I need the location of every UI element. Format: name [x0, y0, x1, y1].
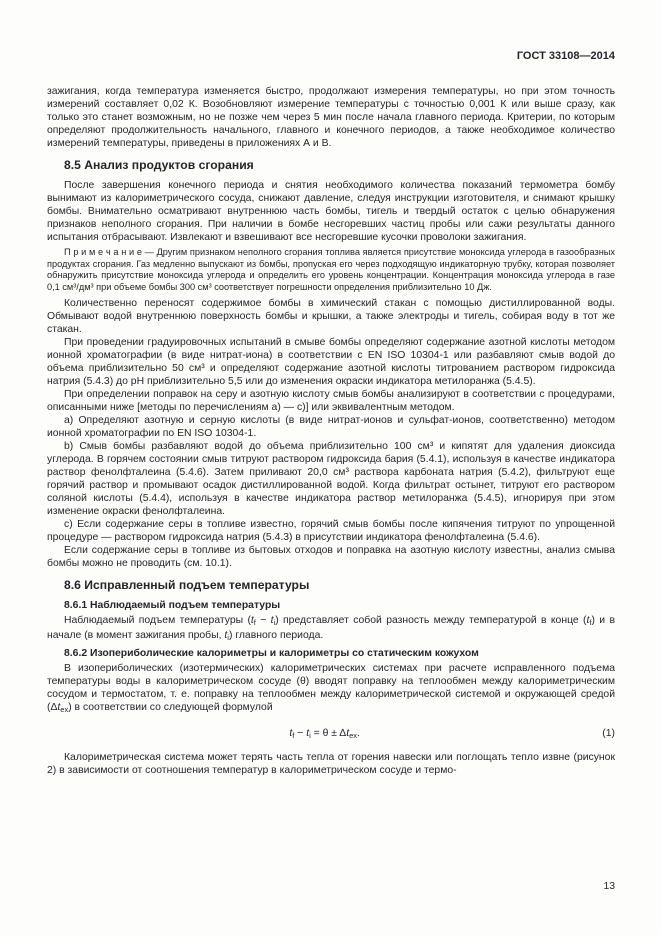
doc-number: ГОСТ 33108—2014 — [516, 50, 615, 62]
paragraph-heat-loss: Калориметрическая система может терять часть тепла от горения навески или поглощать тепло извне (рисунок 2) в зависимости от соотношения температур в калориметрическом сосуде и термо- — [47, 752, 615, 777]
note-text: П р и м е ч а н и е — Другим признаком неполного сгорания топлива является присутствие моноксида углерода в газообразных продуктах сгорания. Газ медленно выпускают из бомбы, пропуская его через подходящую индикаторную трубку, которая позволяет обнаружить присутствие моноксида углерода и определить его уровень концентрации. Концентрация моноксида углерода в газе 0,1 см³/дм³ при объеме бомбы 300 см³ соответствует погрешности определения приблизительно 10 Дж. — [47, 247, 615, 292]
paragraph-continuation: зажигания, когда температура изменяется быстро, продолжают измерения температуры, но при этом точность измерений составляет 0,02 К. Возобновляют измерение температуры с точностью 0,001 К или выше сразу, как только это станет возможным, но не позже чем через 5 мин после начала главного периода. Критерии, по которым определяют продолжительность начального, главного и конечного периодов, а также необходимое количество измерений температуры, приведены в приложениях А и В. — [47, 86, 615, 149]
paragraph-calibration-tests: При проведении градуировочных испытаний в смыве бомбы определяют содержание азотной кислоты методом ионной хроматографии (в виде нитрат-иона) в соответствии с EN ISO 10304-1 или разбавляют смыв водой до объема приблизительно 50 см³ и определяют содержание азотной кислоты титрованием раствором гидроксида натрия (5.4.3) до pH приблизительно 5,5 или до изменения окраски индикатора метилоранжа (5.4.5). — [47, 337, 615, 387]
list-item-c: с) Если содержание серы в топливе известно, горячий смыв бомбы после кипячения титруют по упрощенной процедуре — раствором гидроксида натрия (5.4.3) в присутствии индикатора фенолфталеина (5.4.6). — [47, 519, 615, 543]
section-heading-8-6-1: 8.6.1 Наблюдаемый подъем температуры — [64, 600, 281, 611]
paragraph-sulfur-known: Если содержание серы в топливе из бытовых отходов и поправка на азотную кислоту известны, анализ смыва бомбы можно не проводить (см. 10.1). — [47, 545, 615, 569]
equation-number: (1) — [602, 728, 615, 740]
section-heading-8-6: 8.6 Исправленный подъем температуры — [64, 578, 310, 592]
paragraph-isoperibolic-calorimeters: В изопериболических (изотермических) калориметрических системах при расчете исправленного подъема температуры воды в калориметрическом сосуде (θ) вводят поправку на теплообмен между калориметрическим сосудом и термостатом, т. е. поправку на теплообмен между калориметрической системой и окружающей средой $(\Delta t_{ex})$ в соответствии со следующей формулой — [47, 663, 615, 715]
paragraph-corrections: При определении поправок на серу и азотную кислоту смыв бомбы анализируют в соответствии с процедурами, описанными ниже [методы по перечислениям а) — с)] или эквивалентным методом. — [47, 389, 615, 413]
page-number: 13 — [603, 881, 615, 892]
section-heading-8-5: 8.5 Анализ продуктов сгорания — [64, 158, 254, 172]
list-item-b: b) Смыв бомбы разбавляют водой до объема приблизительно 100 см³ и кипятят для удаления диоксида углерода. В горячем состоянии смыв титруют раствором гидроксида бария (5.4.1), используя в качестве индикатора раствор фенолфталеина (5.4.6). Затем приливают 20,0 см³ раствора карбоната натрия (5.4.2), фильтруют еще горячий раствор и промывают осадок дистиллированной водой. Когда фильтрат остынет, титруют его раствором соляной кислоты (5.4.4), используя в качестве индикатора раствор метилоранжа (5.4.5), игнорируя при этом изменение окраски фенолфталеина. — [47, 441, 615, 517]
paragraph-bomb-washing: Количественно переносят содержимое бомбы в химический стакан с помощью дистиллированной воды. Обмывают водой внутреннюю поверхность бомбы и крышки, а также электроды и тигель, собирая воду в тот же стакан. — [47, 298, 615, 335]
list-item-a: а) Определяют азотную и серную кислоты (в виде нитрат-ионов и сульфат-ионов, соответственно) методом ионной хроматографии по EN ISO 10304-1. — [47, 415, 615, 439]
document-header — [47, 50, 615, 63]
formula: $t_f - t_i = \theta \pm \Delta t_{ex}$. — [289, 728, 360, 741]
section-heading-8-6-2: 8.6.2 Изопериболические калориметры и калориметры со статическим кожухом — [64, 648, 479, 660]
formula-row — [47, 727, 615, 742]
paragraph-observed-temperature-rise: Наблюдаемый подъем температуры $(t_f - t_i)$ представляет собой разность между температурой в конце $(t_f)$ и в начале (в момент зажигания пробы, $t_i$) главного периода. — [47, 615, 615, 643]
paragraph-combustion-products: После завершения конечного периода и снятия необходимого количества показаний термометра бомбу вынимают из калориметрического сосуда, снижают давление, следуя инструкции изготовителя, и снимают крышку бомбы. Внимательно осматривают внутреннюю часть бомбы, тигель и твердый остаток с целью обнаружения признаков неполного сгорания. При наличии в бомбе несгоревших частиц пробы или сажи результаты данного испытания отбрасывают. Извлекают и взвешивают все несгоревшие кусочки проволоки зажигания. — [47, 180, 615, 243]
